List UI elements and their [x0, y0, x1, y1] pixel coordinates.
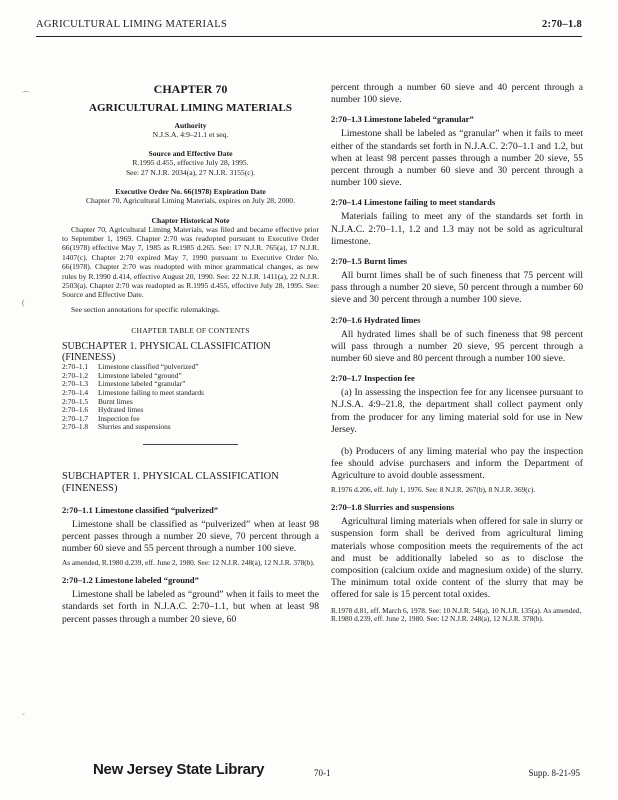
subchapter-heading: SUBCHAPTER 1. PHYSICAL CLASSIFICATION (FINENESS): [62, 471, 279, 495]
source-line-1: R.1995 d.455, effective July 28, 1995.: [132, 158, 249, 168]
toc-item-title: Inspection fee: [98, 413, 140, 423]
toc-item-number: 2:70–1.1: [62, 362, 89, 372]
section-1-1-note: As amended, R.1980 d.239, eff. June 2, 1980. See: 12 N.J.R. 248(a), 12 N.J.R. 378(b).: [62, 557, 315, 567]
section-1-7-a: (a) In assessing the inspection fee for any licensee pursuant to N.J.S.A. 4:9–21.8, the department shall collect payment only from the producer for any liming material sold for use in New Jersey.: [331, 387, 583, 435]
historical-note-text: Chapter 70, Agricultural Liming Materials, was filed and became effective prior to September 1, 1969. Chapter 2:70 was readopted pursuant to Executive Order 66(1978) effective May 7, 1985 as R.1985 d.265. See: 17 N.J.R. 765(a), 17 N.J.R. 1407(c). Chapter 2:70 expired May 7, 1990 pursuant to Executive Order No. 66(1978). Chapter 2:70 was readopted with minor grammatical changes, as new rules by R.1990 d.414, effective August 20, 1990. See: 22 N.J.R. 1411(a), 22 N.J.R. 2503(a). Chapter 2:70 was readopted as R.1995 d.455, effective July 28, 1995. See: Source and Effective Date.: [62, 224, 319, 300]
margin-mark: (: [22, 298, 25, 307]
historical-note-label: Chapter Historical Note: [151, 215, 230, 225]
exec-order-label: Executive Order No. 66(1978) Expiration Date: [115, 187, 266, 197]
authority-label: Authority: [174, 121, 207, 130]
toc-item-title: Slurries and suspensions: [98, 422, 171, 432]
section-1-7-note: R.1976 d.206, eff. July 1, 1976. See: 8 N.J.R. 267(b), 8 N.J.R. 369(c).: [331, 484, 536, 494]
section-1-8-title: 2:70–1.8 Slurries and suspensions: [331, 502, 455, 513]
section-1-7-b: (b) Producers of any liming material who pay the inspection fee should advise purchasers and inform the Department of Agriculture to avoid double assessment.: [331, 446, 583, 482]
toc-item-number: 2:70–1.3: [62, 379, 89, 389]
toc-list: [62, 363, 319, 432]
source-label: Source and Effective Date: [148, 149, 233, 159]
section-1-5-title: 2:70–1.5 Burnt limes: [331, 256, 408, 267]
toc-item-title: Burnt limes: [98, 396, 133, 406]
section-1-5-body: All burnt limes shall be of such fineness that 75 percent will pass through a number 20 sieve, 50 percent through a number 60 sieve and 30 percent through a number 100 sieve.: [331, 270, 583, 306]
toc-subchapter: SUBCHAPTER 1. PHYSICAL CLASSIFICATION (FINENESS): [62, 341, 271, 364]
section-1-6-title: 2:70–1.6 Hydrated limes: [331, 314, 421, 325]
section-1-8-body: Agricultural liming materials when offered for sale in slurry or suspension form shall be derived from agricultural liming materials whose composition meets the requirements of the act and must be additionally labeled so as to disclose the composition (calcium oxide and magnesium oxide) of the slurry. The minimum total oxide content of the slurry that may be offered for sale is 15 percent total oxides.: [331, 516, 583, 601]
section-1-7-title: 2:70–1.7 Inspection fee: [331, 373, 415, 384]
toc-item: [62, 423, 319, 432]
continued-text: percent through a number 60 sieve and 40 percent through a number 100 sieve.: [331, 82, 583, 106]
running-header: [36, 14, 582, 37]
toc-item-number: 2:70–1.5: [62, 396, 89, 406]
toc-label: CHAPTER TABLE OF CONTENTS: [131, 326, 250, 336]
section-1-3-body: Limestone shall be labeled as “granular” when it fails to meet either of the standards set forth in N.J.A.C. 2:70–1.1 and 1.2, but when at least 98 percent passes through a number 20 sieve, 55 percent through a number 60 sieve and 30 percent through a number 100 sieve.: [331, 128, 583, 189]
divider: [143, 444, 238, 445]
toc-item-title: Limestone failing to meet standards: [98, 388, 204, 398]
toc-item-number: 2:70–1.8: [62, 422, 89, 432]
section-1-1-title: 2:70–1.1 Limestone classified “pulverized”: [62, 505, 219, 516]
left-column: [62, 82, 319, 626]
authority-text: N.J.S.A. 4:9–21.1 et seq.: [152, 130, 229, 139]
supplement-date: Supp. 8-21-95: [528, 768, 580, 778]
section-1-4-title: 2:70–1.4 Limestone failing to meet standards: [331, 197, 496, 208]
toc-item-title: Limestone labeled “granular”: [98, 379, 186, 389]
library-stamp: New Jersey State Library: [93, 761, 265, 778]
chapter-title: AGRICULTURAL LIMING MATERIALS: [89, 102, 292, 114]
toc-item-title: Hydrated limes: [98, 405, 144, 415]
header-title: AGRICULTURAL LIMING MATERIALS: [36, 19, 228, 30]
margin-mark: ˘: [22, 712, 25, 721]
toc-item-title: Limestone labeled “ground”: [98, 370, 182, 380]
toc-item-number: 2:70–1.2: [62, 370, 89, 380]
toc-item-title: Limestone classified “pulverized”: [98, 362, 199, 372]
section-1-6-body: All hydrated limes shall be of such fineness that 98 percent will pass through a number 20 sieve, 95 percent through a number 60 sieve and 80 percent through a number 100 sieve.: [331, 328, 583, 365]
section-1-3-title: 2:70–1.3 Limestone labeled “granular”: [331, 114, 474, 125]
page-number: 70-1: [314, 768, 331, 778]
toc-item-number: 2:70–1.6: [62, 405, 89, 415]
section-1-1-body: Limestone shall be classified as “pulverized” when at least 98 percent passes through a number 20 sieve, 70 percent through a number 60 sieve and 55 percent through a number 100 sieve.: [62, 519, 319, 555]
right-column: [331, 82, 583, 624]
exec-order-text: Chapter 70, Agricultural Liming Materials, expires on July 28, 2000.: [85, 196, 295, 206]
toc-item-number: 2:70–1.4: [62, 388, 89, 398]
source-line-2: See: 27 N.J.R. 2034(a), 27 N.J.R. 3155(c).: [125, 167, 256, 177]
header-section: 2:70–1.8: [541, 19, 582, 30]
section-1-4-body: Materials failing to meet any of the standards set forth in N.J.A.C. 2:70–1.1, 1.2 and 1.3 may not be sold as agricultural limestone.: [331, 211, 583, 247]
section-1-8-note: R.1978 d.81, eff. March 6, 1978. See: 10 N.J.R. 54(a), 10 N.J.R. 135(a). As amended, R.1980 d.239, eff. June 2, 1980. See: 12 N.J.R. 248(a), 12 N.J.R. 378(b).: [331, 605, 582, 624]
see-annotations: See section annotations for specific rulemakings.: [71, 304, 220, 314]
toc-item-number: 2:70–1.7: [62, 413, 89, 423]
section-1-2-title: 2:70–1.2 Limestone labeled “ground”: [62, 575, 199, 586]
margin-mark: ⌒: [22, 91, 30, 100]
section-1-2-body: Limestone shall be labeled as “ground” when it fails to meet the standards set forth in N.J.A.C. 2:70–1.1, but when at least 98 percent passes through a number 20 sieve, 60: [62, 589, 319, 625]
chapter-number: CHAPTER 70: [153, 82, 228, 96]
